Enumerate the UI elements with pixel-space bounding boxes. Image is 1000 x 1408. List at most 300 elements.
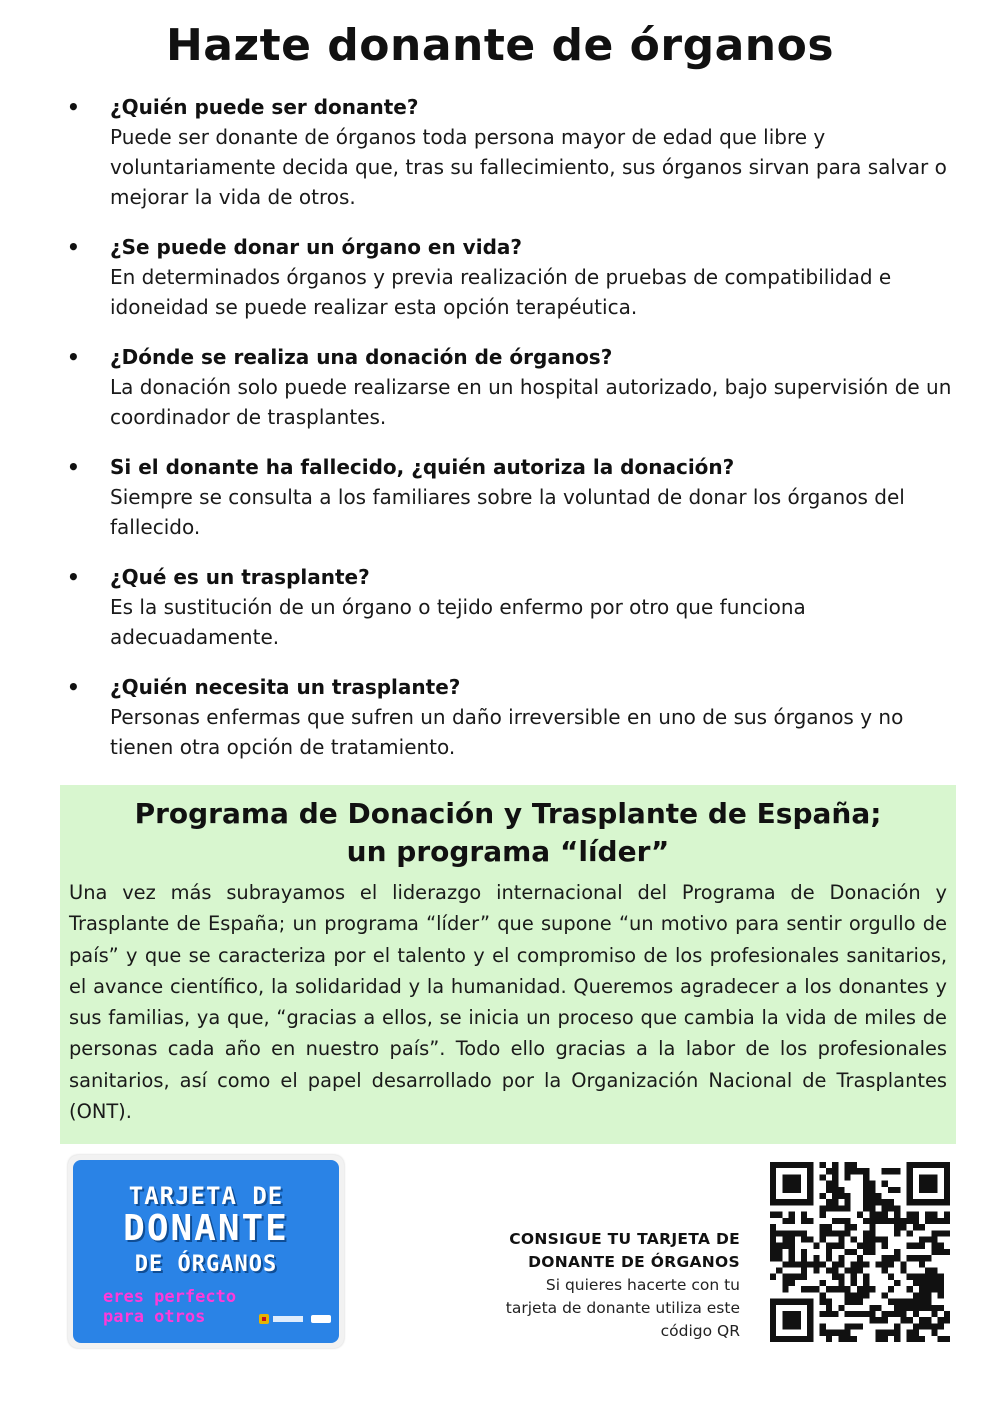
qr-module (944, 1162, 950, 1168)
qr-module (913, 1224, 919, 1230)
qr-module (789, 1162, 795, 1168)
qr-module (919, 1236, 925, 1242)
qr-module (944, 1249, 950, 1255)
qr-module (869, 1199, 875, 1205)
qr-module (832, 1162, 838, 1168)
qr-module (938, 1292, 944, 1298)
qr-module (844, 1268, 850, 1274)
qr-module (807, 1199, 813, 1205)
qr-module (838, 1193, 844, 1199)
qr-module (789, 1218, 795, 1224)
qr-module (832, 1286, 838, 1292)
qr-module (826, 1243, 832, 1249)
qr-module (820, 1236, 826, 1242)
qr-module (876, 1199, 882, 1205)
qr-module (857, 1299, 863, 1305)
qr-module (938, 1274, 944, 1280)
qr-module (894, 1255, 900, 1261)
qr-module (844, 1336, 850, 1342)
qr-module (844, 1292, 850, 1298)
qr-module (907, 1187, 913, 1193)
qr-module (863, 1230, 869, 1236)
qr-module (894, 1187, 900, 1193)
qr-module (931, 1286, 937, 1292)
qr-module (925, 1236, 931, 1242)
ont-logo-icon (311, 1315, 331, 1323)
qr-module (882, 1243, 888, 1249)
qr-module (925, 1274, 931, 1280)
qr-module (770, 1249, 776, 1255)
qr-module (931, 1162, 937, 1168)
qr-module (789, 1230, 795, 1236)
qr-module (938, 1199, 944, 1205)
qr-module (838, 1218, 844, 1224)
qr-module (938, 1162, 944, 1168)
qr-module (913, 1255, 919, 1261)
qr-module (813, 1261, 819, 1267)
card-line3: DE ÓRGANOS (134, 1252, 278, 1277)
qr-module (832, 1311, 838, 1317)
qr-module (770, 1323, 776, 1329)
qr-module (882, 1205, 888, 1211)
qr-module (789, 1336, 795, 1342)
qr-module (770, 1255, 776, 1261)
qr-module (907, 1305, 913, 1311)
qr-module (938, 1305, 944, 1311)
qr-module (844, 1193, 850, 1199)
qr-module (807, 1261, 813, 1267)
qr-module (857, 1168, 863, 1174)
qr-text-line2: tarjeta de donante utiliza este (505, 1299, 740, 1317)
qr-module (857, 1323, 863, 1329)
qr-module (869, 1317, 875, 1323)
qr-module (888, 1168, 894, 1174)
qr-module (882, 1261, 888, 1267)
qr-module (826, 1181, 832, 1187)
qr-module (838, 1305, 844, 1311)
qr-module (776, 1162, 782, 1168)
qr-module (907, 1199, 913, 1205)
qr-module (844, 1299, 850, 1305)
qr-module (826, 1249, 832, 1255)
donor-card-image (68, 1155, 344, 1348)
qr-module (844, 1174, 850, 1180)
faq-question: ¿Qué es un trasplante? (110, 565, 370, 589)
qr-module (844, 1323, 850, 1329)
qr-module (888, 1330, 894, 1336)
qr-module (844, 1162, 850, 1168)
program-title-line1: Programa de Donación y Trasplante de España; (134, 797, 882, 830)
qr-module (894, 1212, 900, 1218)
qr-module (807, 1330, 813, 1336)
qr-module (876, 1317, 882, 1323)
qr-module (894, 1224, 900, 1230)
qr-module (851, 1274, 857, 1280)
qr-module (919, 1299, 925, 1305)
qr-module (919, 1255, 925, 1261)
qr-module (907, 1193, 913, 1199)
qr-module (782, 1181, 788, 1187)
qr-module (820, 1224, 826, 1230)
qr-module (776, 1336, 782, 1342)
qr-module (925, 1280, 931, 1286)
qr-module (882, 1168, 888, 1174)
qr-module (863, 1261, 869, 1267)
qr-module (795, 1299, 801, 1305)
qr-module (907, 1243, 913, 1249)
qr-module (844, 1311, 850, 1317)
qr-module (857, 1311, 863, 1317)
qr-module (770, 1299, 776, 1305)
qr-module (832, 1187, 838, 1193)
qr-module (789, 1249, 795, 1255)
qr-module (925, 1317, 931, 1323)
bullet-icon: • (67, 455, 80, 479)
faq-item (60, 452, 955, 542)
qr-module (776, 1212, 782, 1218)
qr-module (869, 1212, 875, 1218)
qr-module (776, 1268, 782, 1274)
qr-module (844, 1330, 850, 1336)
qr-module (925, 1181, 931, 1187)
qr-module (770, 1311, 776, 1317)
qr-module (888, 1261, 894, 1267)
qr-module (876, 1193, 882, 1199)
faq-item (60, 342, 955, 432)
qr-module (938, 1286, 944, 1292)
qr-module (863, 1174, 869, 1180)
qr-module (925, 1162, 931, 1168)
qr-module (776, 1299, 782, 1305)
qr-module (894, 1323, 900, 1329)
qr-module (925, 1299, 931, 1305)
qr-module (789, 1255, 795, 1261)
qr-module (801, 1199, 807, 1205)
qr-module (776, 1230, 782, 1236)
qr-module (782, 1199, 788, 1205)
qr-module (832, 1330, 838, 1336)
qr-module (813, 1255, 819, 1261)
qr-module (869, 1311, 875, 1317)
qr-module (919, 1162, 925, 1168)
qr-module (888, 1255, 894, 1261)
qr-module (907, 1255, 913, 1261)
qr-module (944, 1181, 950, 1187)
faq-question: ¿Se puede donar un órgano en vida? (110, 235, 522, 259)
qr-module (851, 1323, 857, 1329)
qr-module (894, 1205, 900, 1211)
qr-module (857, 1268, 863, 1274)
qr-module (894, 1311, 900, 1317)
qr-module (782, 1311, 788, 1317)
qr-module (919, 1174, 925, 1180)
qr-module (882, 1317, 888, 1323)
qr-module (851, 1268, 857, 1274)
qr-module (869, 1193, 875, 1199)
qr-module (913, 1311, 919, 1317)
qr-module (919, 1261, 925, 1267)
qr-module (795, 1230, 801, 1236)
qr-module (938, 1230, 944, 1236)
qr-module (888, 1274, 894, 1280)
qr-module (907, 1336, 913, 1342)
qr-module (931, 1199, 937, 1205)
qr-text-line3: código QR (660, 1322, 740, 1340)
donor-card-face (73, 1160, 339, 1343)
qr-module (863, 1193, 869, 1199)
qr-module (900, 1261, 906, 1267)
qr-module (807, 1193, 813, 1199)
qr-module (789, 1181, 795, 1187)
qr-module (913, 1299, 919, 1305)
qr-module (838, 1187, 844, 1193)
qr-module (844, 1224, 850, 1230)
government-logo-icon (259, 1314, 269, 1324)
qr-module (907, 1212, 913, 1218)
bullet-icon: • (67, 95, 80, 119)
bullet-icon: • (67, 235, 80, 259)
qr-module (776, 1255, 782, 1261)
qr-module (795, 1181, 801, 1187)
faq-question: ¿Dónde se realiza una donación de órganos? (110, 345, 613, 369)
qr-module (931, 1174, 937, 1180)
qr-module (851, 1299, 857, 1305)
qr-code-icon[interactable] (770, 1162, 950, 1342)
qr-module (913, 1323, 919, 1329)
qr-module (857, 1255, 863, 1261)
qr-module (863, 1286, 869, 1292)
qr-module (770, 1243, 776, 1249)
qr-module (782, 1187, 788, 1193)
qr-module (770, 1274, 776, 1280)
qr-module (925, 1286, 931, 1292)
qr-module (770, 1317, 776, 1323)
qr-module (820, 1212, 826, 1218)
qr-module (944, 1230, 950, 1236)
qr-module (851, 1336, 857, 1342)
qr-module (863, 1187, 869, 1193)
qr-module (826, 1187, 832, 1193)
qr-module (844, 1230, 850, 1236)
qr-module (876, 1261, 882, 1267)
qr-module (869, 1286, 875, 1292)
qr-module (782, 1336, 788, 1342)
qr-module (838, 1230, 844, 1236)
qr-module (863, 1205, 869, 1211)
qr-module (882, 1268, 888, 1274)
qr-module (869, 1205, 875, 1211)
qr-module (931, 1249, 937, 1255)
qr-module (832, 1205, 838, 1211)
qr-module (851, 1168, 857, 1174)
qr-module (826, 1199, 832, 1205)
qr-module (863, 1311, 869, 1317)
qr-module (907, 1286, 913, 1292)
qr-module (807, 1286, 813, 1292)
qr-module (789, 1243, 795, 1249)
bullet-icon: • (67, 345, 80, 369)
qr-module (795, 1317, 801, 1323)
qr-module (888, 1218, 894, 1224)
qr-module (801, 1274, 807, 1280)
qr-module (844, 1205, 850, 1211)
qr-module (882, 1336, 888, 1342)
qr-module (832, 1218, 838, 1224)
qr-module (869, 1224, 875, 1230)
qr-module (807, 1299, 813, 1305)
qr-module (919, 1243, 925, 1249)
qr-module (776, 1249, 782, 1255)
qr-module (789, 1299, 795, 1305)
qr-module (770, 1199, 776, 1205)
qr-module (876, 1336, 882, 1342)
qr-module (807, 1311, 813, 1317)
qr-module (888, 1205, 894, 1211)
qr-module (782, 1236, 788, 1242)
qr-module (869, 1218, 875, 1224)
qr-module (801, 1336, 807, 1342)
qr-module (770, 1305, 776, 1311)
qr-module (832, 1174, 838, 1180)
qr-module (807, 1174, 813, 1180)
qr-module (851, 1224, 857, 1230)
qr-module (770, 1330, 776, 1336)
qr-module (931, 1236, 937, 1242)
qr-module (826, 1205, 832, 1211)
qr-module (782, 1317, 788, 1323)
qr-module (801, 1286, 807, 1292)
qr-module (944, 1168, 950, 1174)
qr-module (938, 1280, 944, 1286)
qr-module (938, 1323, 944, 1329)
qr-module (931, 1187, 937, 1193)
qr-module (894, 1299, 900, 1305)
qr-module (820, 1261, 826, 1267)
qr-module (801, 1218, 807, 1224)
qr-instructions (420, 1228, 740, 1343)
qr-module (876, 1236, 882, 1242)
qr-module (931, 1230, 937, 1236)
qr-module (826, 1311, 832, 1317)
qr-module (876, 1218, 882, 1224)
qr-module (938, 1243, 944, 1249)
qr-module (820, 1330, 826, 1336)
qr-module (863, 1199, 869, 1205)
qr-module (869, 1187, 875, 1193)
qr-module (844, 1249, 850, 1255)
qr-module (931, 1323, 937, 1329)
qr-module (919, 1305, 925, 1311)
qr-module (925, 1199, 931, 1205)
qr-module (894, 1305, 900, 1311)
qr-module (820, 1292, 826, 1298)
qr-module (925, 1218, 931, 1224)
qr-module (795, 1261, 801, 1267)
qr-module (813, 1286, 819, 1292)
qr-module (882, 1330, 888, 1336)
qr-module (851, 1292, 857, 1298)
qr-module (838, 1286, 844, 1292)
qr-module (869, 1230, 875, 1236)
qr-module (770, 1193, 776, 1199)
qr-module (913, 1305, 919, 1311)
qr-module (919, 1199, 925, 1205)
qr-module (826, 1268, 832, 1274)
faq-item (60, 92, 955, 212)
qr-module (807, 1236, 813, 1242)
qr-module (789, 1236, 795, 1242)
qr-module (801, 1236, 807, 1242)
qr-module (882, 1199, 888, 1205)
qr-module (863, 1280, 869, 1286)
qr-module (795, 1174, 801, 1180)
qr-module (925, 1268, 931, 1274)
qr-module (913, 1336, 919, 1342)
qr-module (888, 1187, 894, 1193)
qr-module (931, 1243, 937, 1249)
qr-module (876, 1212, 882, 1218)
qr-module (931, 1218, 937, 1224)
qr-module (925, 1323, 931, 1329)
qr-module (795, 1311, 801, 1317)
qr-module (782, 1299, 788, 1305)
qr-module (807, 1218, 813, 1224)
qr-module (919, 1336, 925, 1342)
qr-module (869, 1243, 875, 1249)
qr-module (770, 1230, 776, 1236)
qr-module (863, 1168, 869, 1174)
qr-module (907, 1230, 913, 1236)
qr-module (907, 1330, 913, 1336)
qr-module (882, 1236, 888, 1242)
qr-module (931, 1181, 937, 1187)
qr-module (863, 1292, 869, 1298)
qr-module (832, 1261, 838, 1267)
qr-module (838, 1236, 844, 1242)
qr-module (900, 1218, 906, 1224)
qr-module (832, 1199, 838, 1205)
qr-module (801, 1162, 807, 1168)
qr-module (882, 1218, 888, 1224)
qr-module (907, 1218, 913, 1224)
qr-module (789, 1280, 795, 1286)
faq-answer: Es la sustitución de un órgano o tejido enfermo por otro que funciona adecuadamente. (110, 595, 806, 649)
qr-module (832, 1230, 838, 1236)
qr-module (832, 1243, 838, 1249)
qr-module (789, 1274, 795, 1280)
qr-module (919, 1181, 925, 1187)
qr-module (913, 1274, 919, 1280)
qr-module (795, 1199, 801, 1205)
qr-module (913, 1199, 919, 1205)
qr-module (851, 1311, 857, 1317)
qr-module (770, 1236, 776, 1242)
qr-module (807, 1187, 813, 1193)
qr-module (782, 1174, 788, 1180)
qr-module (782, 1323, 788, 1329)
qr-module (900, 1317, 906, 1323)
qr-module (795, 1162, 801, 1168)
qr-module (838, 1274, 844, 1280)
qr-module (919, 1292, 925, 1298)
qr-module (851, 1280, 857, 1286)
qr-module (931, 1305, 937, 1311)
qr-module (863, 1218, 869, 1224)
qr-module (863, 1243, 869, 1249)
faq-question: ¿Quién necesita un trasplante? (110, 675, 461, 699)
qr-module (882, 1311, 888, 1317)
qr-module (776, 1199, 782, 1205)
